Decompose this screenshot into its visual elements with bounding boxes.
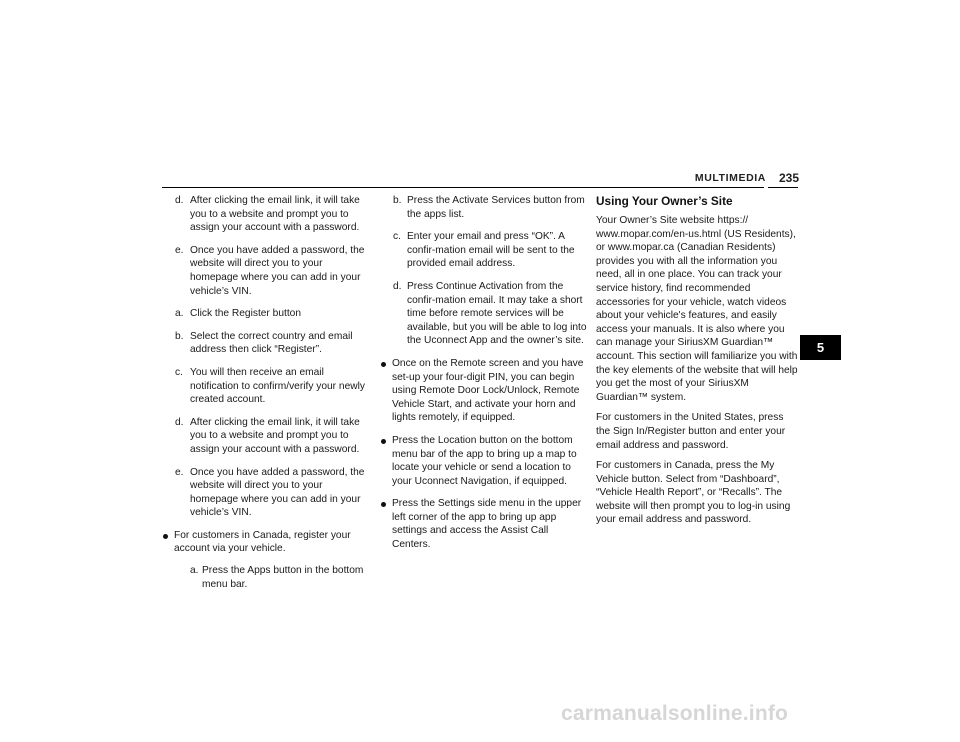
watermark: carmanualsonline.info [561, 702, 789, 725]
column-left [162, 194, 370, 600]
list-item: c. Enter your email and press “OK”. A confir-mation email will be sent to the provided email address. [393, 231, 575, 270]
header-divider [162, 187, 764, 188]
bullet-item: Press the Location button on the bottom menu bar of the app to bring up a map to locate your vehicle or send a location to your Uconnect Navigation, if equipped. [380, 434, 588, 488]
list-item: c. You will then receive an email notification to confirm/verify your newly created account. [175, 366, 365, 406]
chapter-tab: 5 [800, 335, 841, 360]
page-number: 235 [779, 171, 800, 185]
paragraph: For customers in Canada, press the My Vehicle button. Select from “Dashboard”, “Vehicle Health Report”, or “Recalls”. The website will then prompt you to log-in using your email address and password. [596, 460, 791, 526]
list-item: a. Press the Apps button in the bottom menu bar. [190, 565, 364, 590]
paragraph: Your Owner’s Site website https:// www.mopar.com/en-us.html (US Residents), or www.mopar.ca (Canadian Residents) provides you with all the information you need, all in one place. You can track your service history, find recommended accessories for your vehicle, watch videos about your vehicle's features, and easily access your manuals. It is also where you can manage your SiriusXM Guardian™ account. This section will familiarize you with the key elements of the website that will help you get the most of your SiriusXM Guardian™ system. [596, 215, 798, 403]
list-item: e. Once you have added a password, the website will direct you to your homepage where you can add in your vehicle’s VIN. [175, 244, 365, 297]
bullet-item: For customers in Canada, register your account via your vehicle. a. Press the Apps button in the bottom menu bar. [162, 529, 370, 591]
column-middle [380, 194, 588, 561]
page-header [0, 172, 960, 186]
paragraph: For customers in the United States, press the Sign In/Register button and enter your email address and password. [596, 412, 786, 451]
bullet-item: Once on the Remote screen and you have set-up your four-digit PIN, you can begin using Remote Door Lock/Unlock, Remote Vehicle Start, and activate your horn and lights remotely, if equipped. [380, 357, 588, 425]
list-item: d. After clicking the email link, it will take you to a website and prompt you to assign your account with a password. [175, 416, 360, 455]
list-item: d. Press Continue Activation from the confir-mation email. It may take a short time before remote services will be available, but you will be able to log into the Uconnect App and the owner’s site. [393, 280, 587, 347]
section-title: MULTIMEDIA [694, 172, 766, 184]
header-divider-short [768, 187, 798, 188]
section-heading: Using Your Owner’s Site [596, 194, 733, 208]
list-item: a. Click the Register button [175, 308, 301, 320]
list-item: b. Press the Activate Services button from the apps list. [393, 195, 585, 220]
column-right [596, 194, 800, 534]
list-item: b. Select the correct country and email address then click “Register”. [175, 330, 353, 356]
list-item: e. Once you have added a password, the website will direct you to your homepage where you can add in your vehicle’s VIN. [175, 466, 365, 519]
list-item: d. After clicking the email link, it will take you to a website and prompt you to assign your account with a password. [175, 195, 360, 234]
bullet-item: Press the Settings side menu in the upper left corner of the app to bring up app settings and access the Assist Call Centers. [380, 497, 588, 551]
